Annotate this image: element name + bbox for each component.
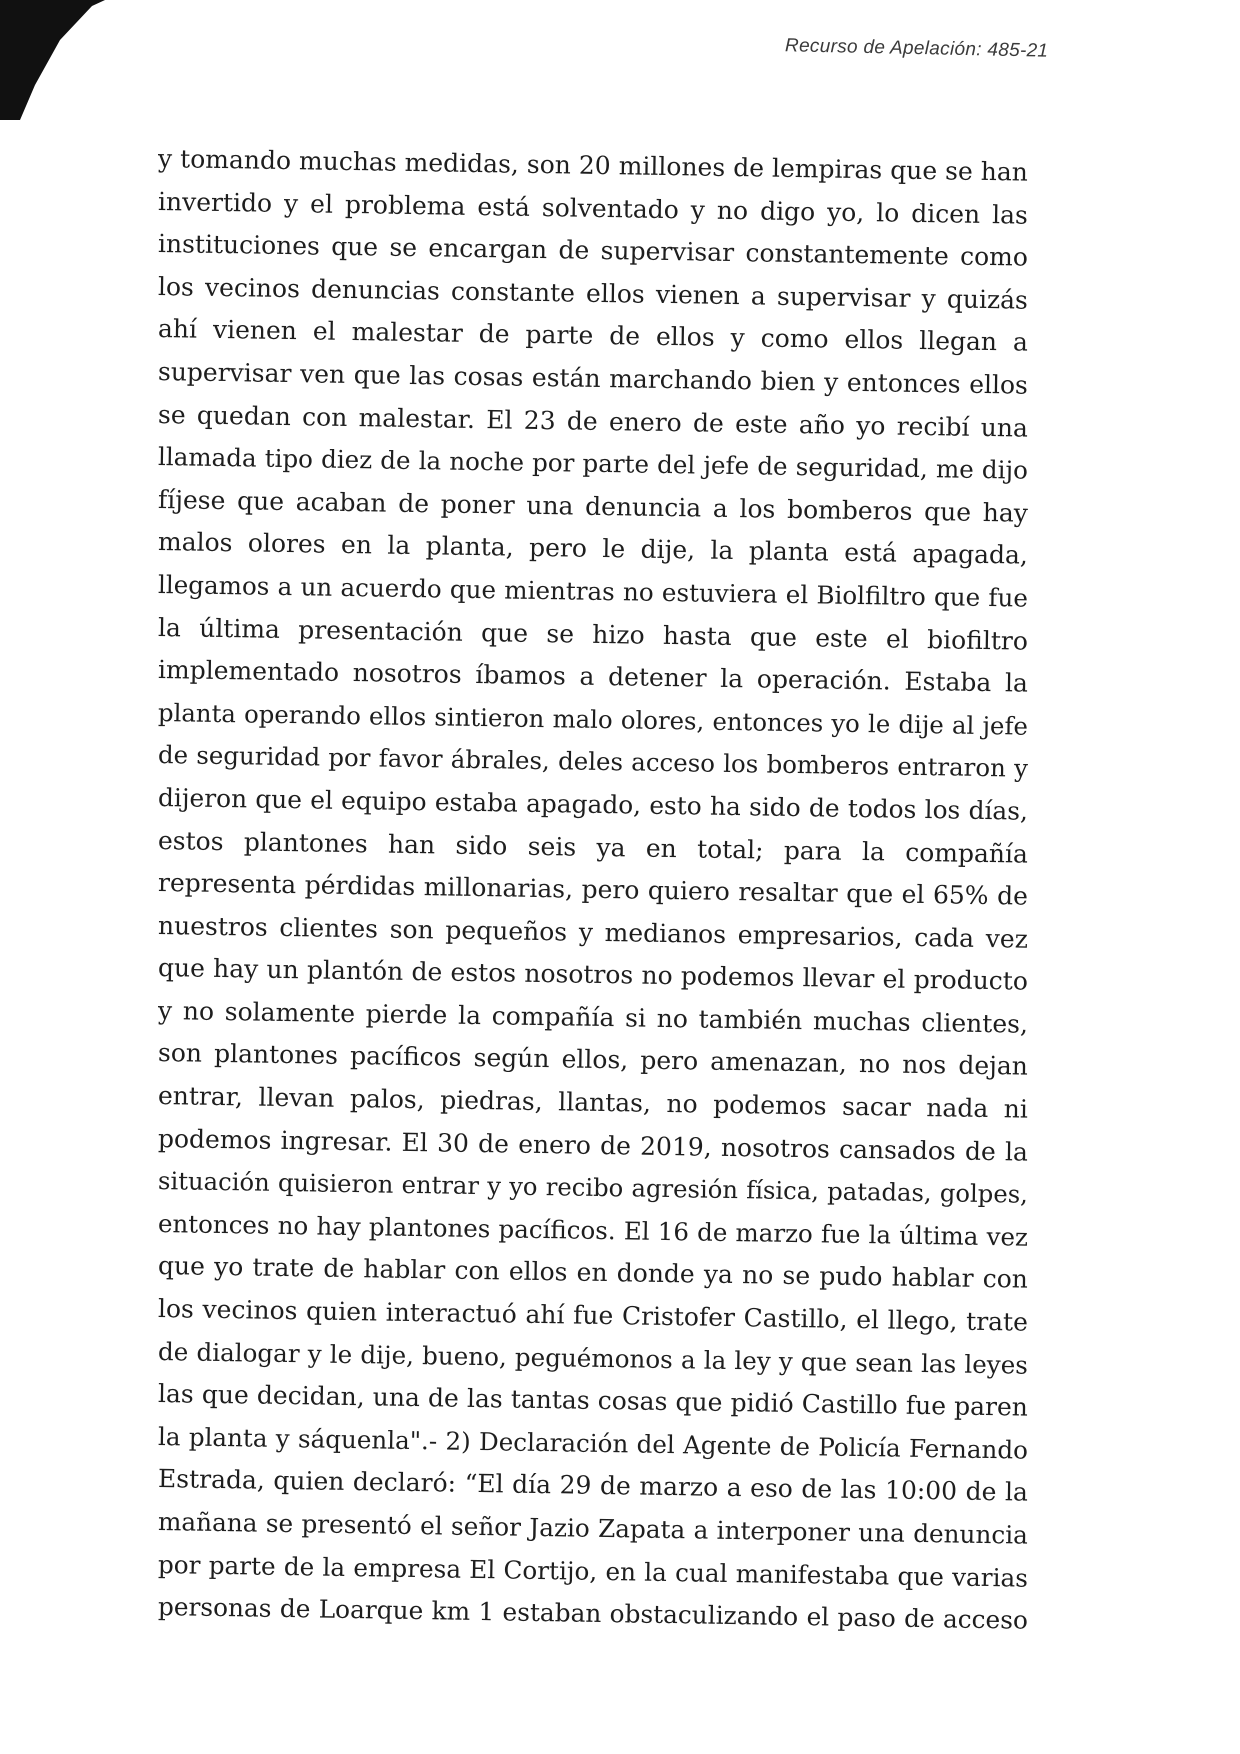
text-line: podemos ingresar. El 30 de enero de 2019, nosotros cansados de la (157, 1123, 1029, 1167)
text-line: entonces no hay plantones pacíficos. El 16 de marzo fue la última vez (157, 1208, 1029, 1252)
text-line: malos olores en la planta, pero le dije, la planta está apagada, (157, 527, 1029, 571)
text-line: son plantones pacíficos según ellos, pero amenazan, no nos dejan (157, 1038, 1029, 1082)
text-line: que hay un plantón de estos nosotros no podemos llevar el producto (157, 953, 1029, 996)
text-line: de dialogar y le dije, bueno, peguémonos a la ley y que sean las leyes (157, 1336, 1029, 1380)
text-line: implementado nosotros íbamos a detener la operación. Estaba la (157, 655, 1029, 698)
text-line: situación quisieron entrar y yo recibo agresión física, patadas, golpes, (157, 1166, 1029, 1209)
text-line: de seguridad por favor ábrales, deles acceso los bomberos entraron y (157, 740, 1029, 783)
text-line: dijeron que el equipo estaba apagado, esto ha sido de todos los días, (157, 782, 1029, 826)
text-line: estos plantones han sido seis ya en total; para la compañía (157, 825, 1029, 869)
text-line: se quedan con malestar. El 23 de enero de este año yo recibí una (157, 399, 1029, 443)
text-line: por parte de la empresa El Cortijo, en la cual manifestaba que varias (157, 1549, 1029, 1593)
text-line: y tomando muchas medidas, son 20 millones de lempiras que se han (157, 144, 1029, 187)
scan-shadow-corner (0, 0, 110, 120)
text-line: la planta y sáquenla".- 2) Declaración del Agente de Policía Fernando (157, 1421, 1029, 1465)
text-line: nuestros clientes son pequeños y medianos empresarios, cada vez (157, 910, 1029, 954)
document-body (158, 145, 1028, 1636)
text-line: Estrada, quien declaró: “El día 29 de marzo a eso de las 10:00 de la (157, 1464, 1029, 1508)
text-line: representa pérdidas millonarias, pero quiero resaltar que el 65% de (157, 868, 1029, 911)
text-line: los vecinos quien interactuó ahí fue Cristofer Castillo, el llego, trate (157, 1294, 1029, 1337)
text-line: personas de Loarque km 1 estaban obstaculizando el paso de acceso (157, 1592, 1029, 1635)
text-line: fíjese que acaban de poner una denuncia a los bomberos que hay (157, 484, 1029, 528)
text-line: la última presentación que se hizo hasta que este el biofiltro (157, 612, 1029, 656)
text-line: las que decidan, una de las tantas cosas que pidió Castillo fue paren (157, 1379, 1029, 1422)
text-line: llamada tipo diez de la noche por parte del jefe de seguridad, me dijo (157, 442, 1029, 485)
text-line: llegamos a un acuerdo que mientras no estuviera el Biolfiltro que fue (157, 569, 1029, 613)
text-line: instituciones que se encargan de supervisar constantemente como (157, 229, 1029, 272)
text-line: ahí vienen el malestar de parte de ellos y como ellos llegan a (157, 314, 1029, 358)
text-line: y no solamente pierde la compañía si no también muchas clientes, (157, 995, 1029, 1039)
case-reference-header: Recurso de Apelación: 485-21 (784, 35, 1049, 62)
text-line: planta operando ellos sintieron malo olores, entonces yo le dije al jefe (157, 697, 1029, 741)
text-line: que yo trate de hablar con ellos en donde ya no se pudo hablar con (157, 1251, 1029, 1295)
text-line: entrar, llevan palos, piedras, llantas, no podemos sacar nada ni (157, 1081, 1029, 1124)
text-line: supervisar ven que las cosas están marchando bien y entonces ellos (157, 356, 1029, 400)
text-line: invertido y el problema está solventado y no digo yo, lo dicen las (157, 186, 1029, 230)
text-line: los vecinos denuncias constante ellos vienen a supervisar y quizás (157, 271, 1029, 315)
text-line: mañana se presentó el señor Jazio Zapata a interponer una denuncia (157, 1507, 1029, 1550)
